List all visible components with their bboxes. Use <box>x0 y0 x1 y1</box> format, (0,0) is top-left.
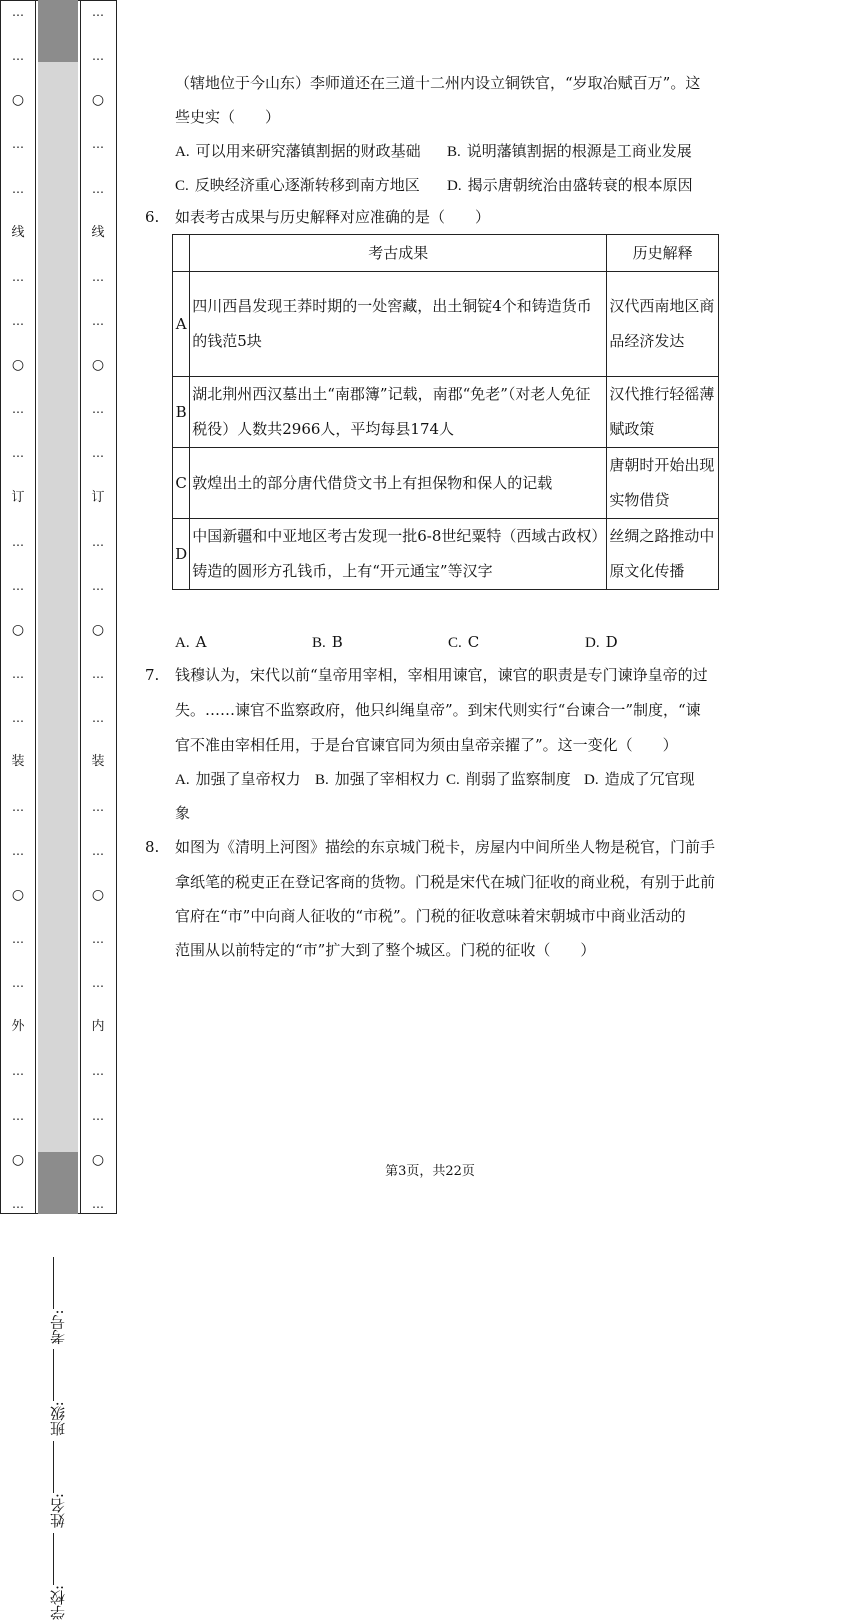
q7-stem-line3: 官不准由宰相任用，于是台官谏官同为须由皇帝亲擢了”。这一变化（ ） <box>175 736 678 754</box>
q6-table <box>172 234 719 590</box>
outer-seal-mark: … <box>12 976 24 991</box>
q6-row-label: D <box>173 519 190 590</box>
q6-stem: 如表考古成果与历史解释对应准确的是（ ） <box>175 208 491 226</box>
q5-stem-line1: （辖地位于今山东）李师道还在三道十二州内设立铜铁官，“岁取冶赋百万”。这 <box>175 74 701 92</box>
q7-option-b[interactable]: B. 加强了宰相权力 <box>315 770 440 788</box>
inner-seal-mark: … <box>92 1064 104 1079</box>
inner-seal-mark: … <box>92 976 104 991</box>
q7-stem-line2: 失。……谏官不监察政府，他只纠绳皇帝”。到宋代则实行“台谏合一”制度，“谏 <box>175 701 701 719</box>
outer-seal-mark: … <box>12 667 24 682</box>
q7-option-c[interactable]: C. 削弱了监察制度 <box>446 770 571 788</box>
q6-row-finding: 敦煌出土的部分唐代借贷文书上有担保物和保人的记载 <box>190 448 607 519</box>
inner-seal-mark: … <box>92 269 104 284</box>
exam-no-label: 考号: <box>49 1309 67 1345</box>
q6-table-header <box>173 235 719 272</box>
inner-seal-mark: … <box>92 711 104 726</box>
inner-seal-mark: 内 <box>91 1019 105 1035</box>
q7-stem-line1: 钱穆认为，宋代以前“皇帝用宰相，宰相用谏官，谏官的职责是专门谏诤皇帝的过 <box>175 666 708 684</box>
q6-table-row-c <box>173 448 719 519</box>
q6-row-explanation: 汉代推行轻徭薄赋政策 <box>607 377 719 448</box>
outer-seal-mark: … <box>12 799 24 814</box>
outer-seal-mark: … <box>12 137 24 152</box>
inner-seal-mark: … <box>92 313 104 328</box>
outer-seal-mark: 装 <box>11 754 25 770</box>
outer-seal-mark: … <box>12 1196 24 1211</box>
q7-option-d-wrap: 象 <box>175 804 191 822</box>
outer-seal-mark: ○ <box>11 621 25 638</box>
q8-stem-line1: 如图为《清明上河图》描绘的东京城门税卡，房屋内中间所坐人物是税官，门前手 <box>175 838 716 856</box>
class-field[interactable] <box>54 1349 55 1401</box>
name-label: 姓名: <box>49 1493 67 1529</box>
inner-seal-mark: … <box>92 181 104 196</box>
inner-seal-mark: … <box>92 578 104 593</box>
outer-seal-mark: … <box>12 49 24 64</box>
outer-seal-mark: … <box>12 578 24 593</box>
q6-option-a[interactable]: A. A <box>175 633 207 651</box>
outer-seal-line <box>4 6 32 1210</box>
inner-seal-mark: 订 <box>91 489 105 505</box>
q5-option-a[interactable]: A. 可以用来研究藩镇割据的财政基础 <box>175 142 421 160</box>
q6-header-finding: 考古成果 <box>190 235 607 272</box>
inner-seal-mark: … <box>92 1108 104 1123</box>
inner-seal-mark: ○ <box>91 886 105 903</box>
inner-seal-mark: … <box>92 137 104 152</box>
q6-header-blank <box>173 235 190 272</box>
outer-seal-mark: … <box>12 1108 24 1123</box>
student-info-fields <box>44 1000 72 1620</box>
q6-row-finding: 湖北荆州西汉墓出土“南郡簿”记载，南郡“免老”（对老人免征税役）人数共2966人，平均每县174人 <box>190 377 607 448</box>
outer-seal-mark: … <box>12 843 24 858</box>
binding-divider-right <box>80 0 81 1214</box>
q6-row-label: B <box>173 377 190 448</box>
inner-seal-mark: … <box>92 843 104 858</box>
q6-row-label: A <box>173 272 190 377</box>
outer-seal-mark: … <box>12 269 24 284</box>
q8-stem-line4: 范围从以前特定的“市”扩大到了整个城区。门税的征收（ ） <box>175 941 596 959</box>
q6-row-explanation: 汉代西南地区商品经济发达 <box>607 272 719 377</box>
q6-option-c[interactable]: C. C <box>448 633 480 651</box>
school-field[interactable] <box>54 1533 55 1585</box>
q6-table-row-b <box>173 377 719 448</box>
outer-seal-mark: … <box>12 1064 24 1079</box>
q5-option-d[interactable]: D. 揭示唐朝统治由盛转衰的根本原因 <box>447 176 693 194</box>
q7-number: 7. <box>145 666 160 684</box>
q6-option-d[interactable]: D. D <box>585 633 618 651</box>
outer-seal-mark: ○ <box>11 886 25 903</box>
q6-header-explanation: 历史解释 <box>607 235 719 272</box>
outer-seal-mark: 订 <box>11 489 25 505</box>
outer-seal-mark: ○ <box>11 357 25 374</box>
outer-seal-mark: ○ <box>11 1151 25 1168</box>
q7-option-d[interactable]: D. 造成了冗官现 <box>584 770 695 788</box>
page-footer: 第3页，共22页 <box>385 1164 475 1179</box>
inner-seal-mark: … <box>92 49 104 64</box>
q8-number: 8. <box>145 838 160 856</box>
q6-row-explanation: 丝绸之路推动中原文化传播 <box>607 519 719 590</box>
inner-seal-mark: 线 <box>91 224 105 240</box>
outer-seal-mark: … <box>12 313 24 328</box>
inner-seal-mark: ○ <box>91 92 105 109</box>
q5-option-b[interactable]: B. 说明藩镇割据的根源是工商业发展 <box>447 142 692 160</box>
outer-seal-mark: … <box>12 5 24 19</box>
inner-seal-mark: ○ <box>91 357 105 374</box>
inner-seal-mark: 装 <box>91 754 105 770</box>
q6-table-row-d <box>173 519 719 590</box>
q6-row-finding: 中国新疆和中亚地区考古发现一批6-8世纪粟特（西域古政权）铸造的圆形方孔钱币，上有“开元通宝”等汉字 <box>190 519 607 590</box>
q6-number: 6. <box>145 208 160 226</box>
inner-seal-mark: … <box>92 1196 104 1211</box>
inner-seal-mark: … <box>92 5 104 19</box>
outer-seal-mark: … <box>12 931 24 946</box>
school-label: 学校: <box>49 1584 67 1620</box>
q8-stem-line3: 官府在“市”中向商人征收的“市税”。门税的征收意味着宋朝城市中商业活动的 <box>175 907 686 925</box>
inner-seal-mark: ○ <box>91 621 105 638</box>
inner-seal-mark: … <box>92 667 104 682</box>
q6-row-explanation: 唐朝时开始出现实物借贷 <box>607 448 719 519</box>
q6-row-label: C <box>173 448 190 519</box>
q6-table-row-a <box>173 272 719 377</box>
inner-seal-mark: ○ <box>91 1151 105 1168</box>
inner-seal-mark: … <box>92 799 104 814</box>
binding-divider-left <box>35 0 36 1214</box>
binding-dark-block-top <box>38 0 78 62</box>
q5-option-c[interactable]: C. 反映经济重心逐渐转移到南方地区 <box>175 176 420 194</box>
q8-stem-line2: 拿纸笔的税吏正在登记客商的货物。门税是宋代在城门征收的商业税，有别于此前 <box>175 873 716 891</box>
inner-seal-mark: … <box>92 931 104 946</box>
q6-option-b[interactable]: B. B <box>312 633 343 651</box>
q7-option-a[interactable]: A. 加强了皇帝权力 <box>175 770 301 788</box>
outer-seal-mark: … <box>12 446 24 461</box>
q6-row-finding: 四川西昌发现王莽时期的一处窖藏，出土铜锭4个和铸造货币的钱范5块 <box>190 272 607 377</box>
inner-seal-mark: … <box>92 446 104 461</box>
outer-seal-mark: 外 <box>11 1019 25 1035</box>
class-label: 班级: <box>49 1401 67 1437</box>
outer-seal-mark: … <box>12 402 24 417</box>
inner-seal-line <box>84 6 112 1210</box>
outer-seal-mark: … <box>12 181 24 196</box>
q5-stem-line2: 些史实（ ） <box>175 108 281 126</box>
outer-seal-mark: … <box>12 711 24 726</box>
outer-seal-mark: 线 <box>11 224 25 240</box>
outer-seal-mark: ○ <box>11 92 25 109</box>
outer-seal-mark: … <box>12 534 24 549</box>
inner-seal-mark: … <box>92 534 104 549</box>
inner-seal-mark: … <box>92 402 104 417</box>
exam-no-field[interactable] <box>54 1257 55 1309</box>
name-field[interactable] <box>54 1441 55 1493</box>
